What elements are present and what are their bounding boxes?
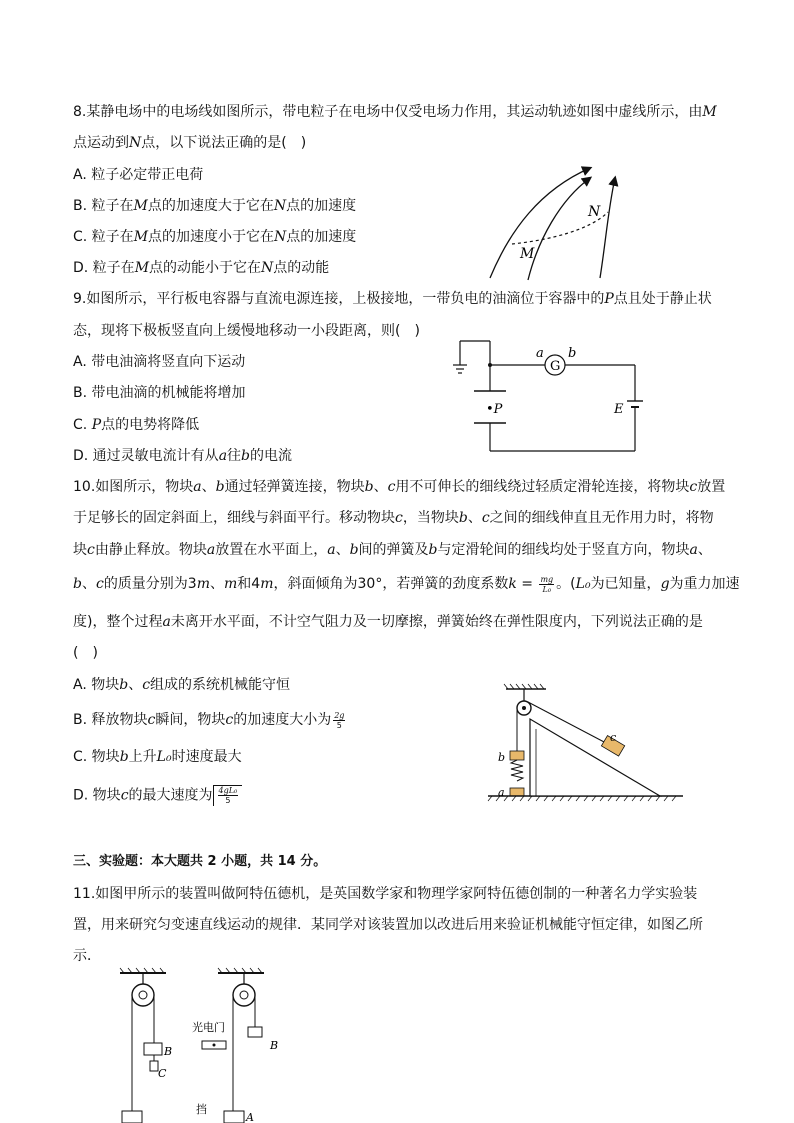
photogate-label: 光电门 [192,1021,225,1034]
terminal-a-label: a [536,346,544,361]
q9-option-d[interactable]: D. 通过灵敏电流计有从a往b的电流 [73,448,293,464]
max-speed-fraction: $\frac{\text{4gL₀}}{5}$ [218,786,238,805]
q8-option-d[interactable]: D. 粒子在M点的动能小于它在N点的动能 [73,260,330,276]
field-line-1 [490,168,590,278]
q10-option-b[interactable]: B. 释放物块c瞬间，物块c的加速度大小为 $\frac{2g}{5}$ [73,710,345,730]
q10-option-a[interactable]: A. 物块b、c组成的系统机械能守恒 [73,677,291,693]
q10-option-d[interactable]: D. 物块c的最大速度为 $\frac{\text{4gL₀}}{5}$ [73,785,242,806]
q11-stem-line-3: 示． [73,948,101,964]
incline [530,719,660,796]
field-line-3 [600,178,615,278]
fig-label-a: a [498,786,505,799]
q11-atwood-machine-figure [110,965,310,1123]
block-C-left [150,1061,158,1071]
field-line-2 [528,178,590,280]
block-A-right [224,1111,244,1123]
q10-stem-line-3: 块c由静止释放。物块a放置在水平面上，a、b间的弹簧及b与定滑轮间的细线均处于竖直方向，物块a、 [73,542,712,558]
fig-label-B-left: B [164,1045,173,1058]
q8-stem-line-1: 8.某静电场中的电场线如图所示，带电粒子在电场中仅受电场力作用，其运动轨迹如图中虚线所示，由M [73,104,717,120]
q10-stem-line-5: 度)，整个过程a未离开水平面，不计空气阻力及一切摩擦，弹簧始终在弹性限度内，下列说法正确的是 [73,614,703,630]
q10-option-c[interactable]: C. 物块b上升L₀时速度最大 [73,749,242,765]
battery-label: E [614,402,624,417]
block-A-left [122,1111,142,1123]
fig-label-b: b [498,751,506,764]
block-a [510,788,524,796]
fig-label-c: c [610,731,617,744]
q9-option-a[interactable]: A. 带电油滴将竖直向下运动 [73,354,246,370]
block-B-left [144,1043,162,1055]
acceleration-fraction: $\frac{2g}{5}$ [334,710,345,730]
spring [511,760,523,781]
q9-option-c[interactable]: C. P点的电势将降低 [73,417,200,433]
pulley-left [132,984,154,1006]
section-heading: 三、实验题：本大题共 2 小题，共 14 分。 [73,854,327,869]
fig-label-block: 挡 [196,1103,207,1116]
q10-stem-line-4: b、c的质量分别为3m、m和4m，斜面倾角为30°，若弹簧的劲度系数k = $\frac{mg}{\text{L₀}}$ 。(L₀为已知量，g为重力加速 [73,574,740,594]
q10-pulley-incline-figure [488,683,688,803]
sqrt-symbol [213,785,243,806]
q8-stem-line-2: 点运动到N点，以下说法正确的是( ) [73,135,307,151]
q11-stem-line-2: 置，用来研究匀变速直线运动的规律．某同学对该装置加以改进后用来验证机械能守恒定律，如图乙所 [73,917,703,933]
fig-label-N: N [588,204,601,220]
q10-stem-line-6: ( ) [73,645,98,661]
q9-option-b[interactable]: B. 带电油滴的机械能将增加 [73,385,246,401]
q9-stem-line-2: 态，现将下极板竖直向上缓慢地移动一小段距离，则( ) [73,323,420,339]
fig-label-B-right: B [270,1039,279,1052]
galvanometer-label: G [550,359,561,374]
q10-stem-line-2: 于足够长的固定斜面上，细线与斜面平行。移动物块c，当物块b、c之间的细线伸直且无作用力时，将物 [73,510,714,526]
q8-field-lines-figure [480,160,640,285]
q11-stem-line-1: 11.如图甲所示的装置叫做阿特伍德机，是英国数学家和物理学家阿特伍德创制的一种著名力学实验装 [73,886,698,902]
terminal-b-label: b [568,346,577,361]
q10-stem-line-1: 10.如图所示，物块a、b通过轻弹簧连接，物块b、c用不可伸长的细线绕过轻质定滑轮连接，将物块c放置 [73,479,726,495]
block-b [510,751,524,760]
block-B-right [248,1027,262,1037]
q8-option-a[interactable]: A. 粒子必定带正电荷 [73,167,204,183]
q9-stem-line-1: 9.如图所示，平行板电容器与直流电源连接，上极接地，一带负电的油滴位于容器中的P点且处于静止状 [73,291,712,307]
q8-option-c[interactable]: C. 粒子在M点的加速度小于它在N点的加速度 [73,229,357,245]
fig-label-A-right: A [246,1111,254,1123]
pulley-right [233,984,255,1006]
oil-drop-label: •P [486,402,503,417]
q8-option-b[interactable]: B. 粒子在M点的加速度大于它在N点的加速度 [73,198,357,214]
fig-label-C-left: C [158,1067,167,1080]
q9-circuit-figure [450,335,650,460]
spring-constant-fraction: $\frac{mg}{\text{L₀}}$ [540,574,554,594]
fig-label-M: M [520,246,535,262]
